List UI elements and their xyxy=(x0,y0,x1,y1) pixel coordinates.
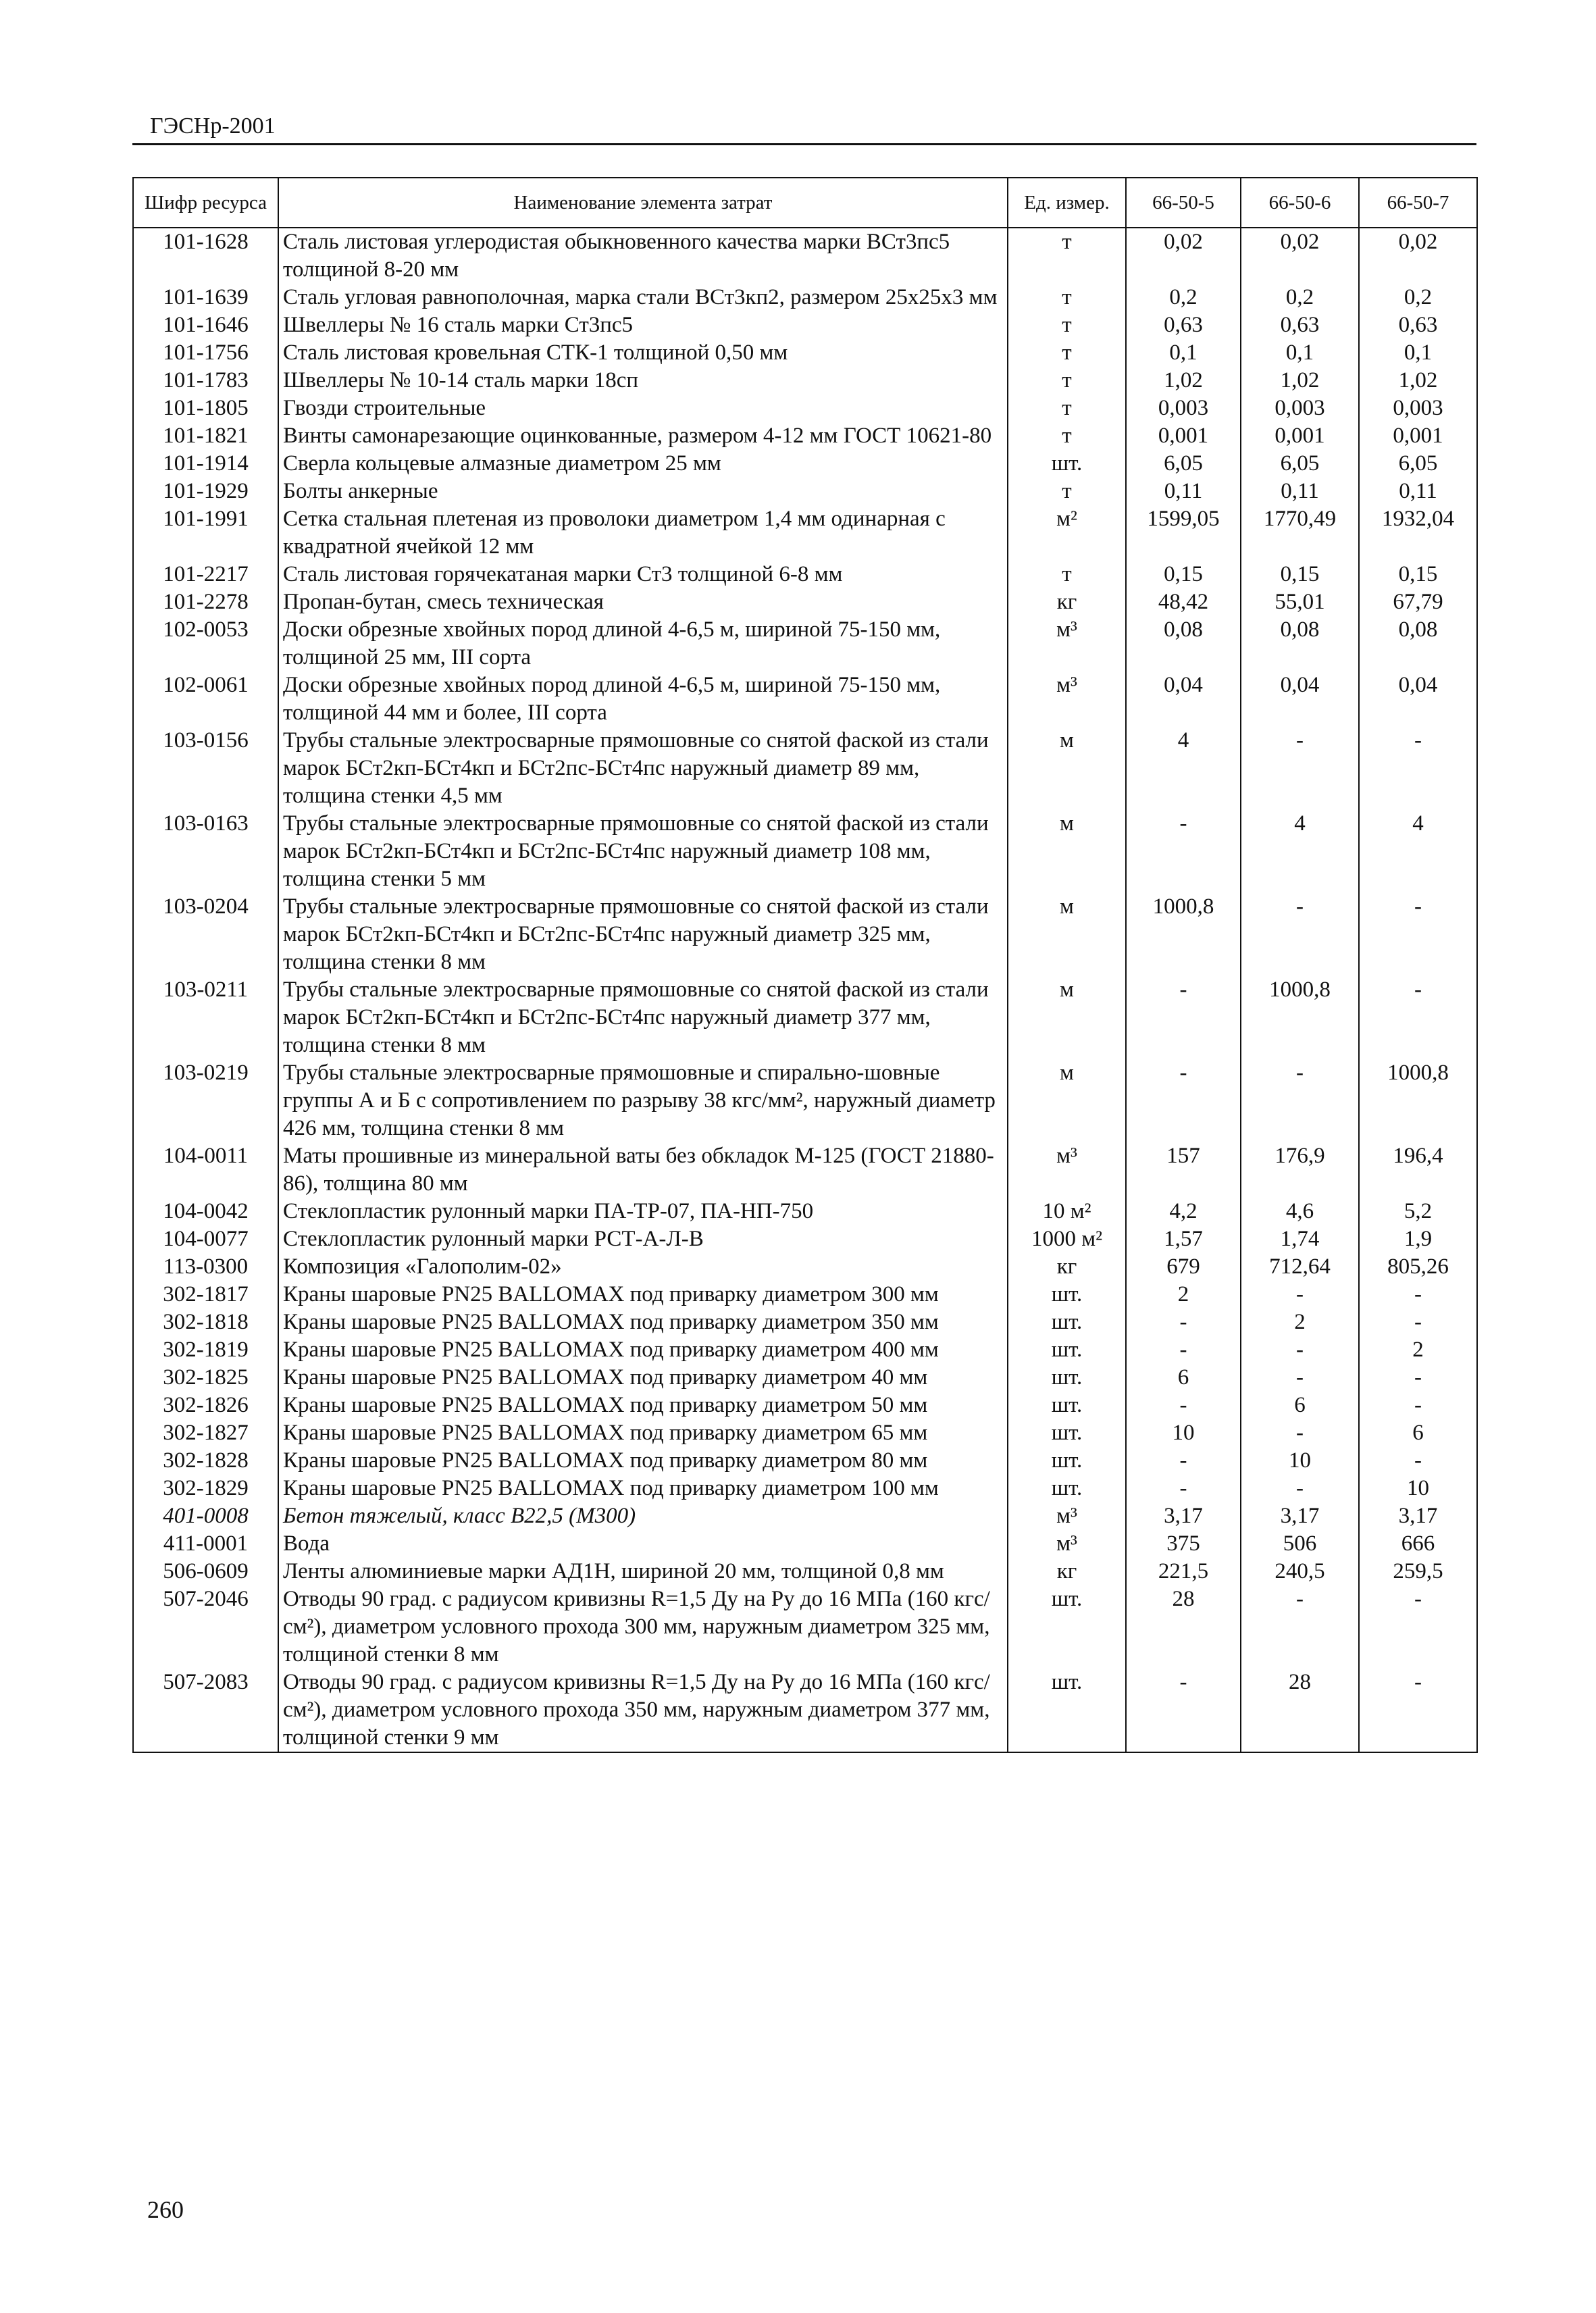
table-row xyxy=(133,1059,1477,1142)
cell-name: Краны шаровые PN25 BALLOMAX под приварку диаметром 350 мм xyxy=(278,1308,1008,1336)
table-row xyxy=(133,588,1477,616)
cell-v3: 3,17 xyxy=(1359,1502,1477,1530)
cell-unit: м xyxy=(1008,727,1126,810)
cell-v1: 2 xyxy=(1126,1281,1241,1308)
cell-unit: т xyxy=(1008,284,1126,311)
cell-unit: м xyxy=(1008,1059,1126,1142)
table-row xyxy=(133,1447,1477,1475)
cell-code: 302-1829 xyxy=(133,1475,278,1502)
cell-name: Маты прошивные из минеральной ваты без обкладок М-125 (ГОСТ 21880-86), толщина 80 мм xyxy=(278,1142,1008,1198)
cell-v2: - xyxy=(1241,1364,1359,1392)
cell-v2: 0,04 xyxy=(1241,671,1359,727)
table-row xyxy=(133,284,1477,311)
table-row xyxy=(133,616,1477,671)
table-row xyxy=(133,1308,1477,1336)
table-row xyxy=(133,367,1477,395)
cell-v1: 1,57 xyxy=(1126,1225,1241,1253)
cell-v3: 259,5 xyxy=(1359,1558,1477,1585)
column-header-v2: 66-50-6 xyxy=(1241,178,1359,228)
resource-table xyxy=(132,177,1478,1753)
cell-unit: м xyxy=(1008,810,1126,893)
cell-name: Трубы стальные электросварные прямошовные со снятой фаской из стали марок БСт2кп-БСт4кп и БСт2пс-БСт4пс наружный диаметр 377 мм, толщина стенки 8 мм xyxy=(278,976,1008,1059)
cell-unit: т xyxy=(1008,367,1126,395)
cell-name: Бетон тяжелый, класс В22,5 (М300) xyxy=(278,1502,1008,1530)
cell-v1: 679 xyxy=(1126,1253,1241,1281)
cell-name: Сетка стальная плетеная из проволоки диаметром 1,4 мм одинарная с квадратной ячейкой 12 мм xyxy=(278,505,1008,561)
cell-name: Вода xyxy=(278,1530,1008,1558)
cell-unit: т xyxy=(1008,339,1126,367)
cell-v2: 0,001 xyxy=(1241,422,1359,450)
table-row xyxy=(133,1392,1477,1419)
cell-name: Краны шаровые PN25 BALLOMAX под приварку диаметром 400 мм xyxy=(278,1336,1008,1364)
cell-v1: 221,5 xyxy=(1126,1558,1241,1585)
cell-v2: - xyxy=(1241,1281,1359,1308)
cell-code: 101-1805 xyxy=(133,395,278,422)
table-row xyxy=(133,1336,1477,1364)
cell-name: Отводы 90 град. с радиусом кривизны R=1,5 Ду на Ру до 16 МПа (160 кгс/см²), диаметром условного прохода 350 мм, наружным диаметром 377 мм, толщиной стенки 9 мм xyxy=(278,1669,1008,1752)
cell-v3: 666 xyxy=(1359,1530,1477,1558)
cell-code: 506-0609 xyxy=(133,1558,278,1585)
cell-v1: 0,02 xyxy=(1126,228,1241,284)
cell-code: 302-1825 xyxy=(133,1364,278,1392)
cell-unit: шт. xyxy=(1008,1447,1126,1475)
cell-code: 101-1991 xyxy=(133,505,278,561)
cell-name: Болты анкерные xyxy=(278,478,1008,505)
cell-v1: 0,1 xyxy=(1126,339,1241,367)
table-row xyxy=(133,311,1477,339)
cell-v3: 0,08 xyxy=(1359,616,1477,671)
cell-v2: 10 xyxy=(1241,1447,1359,1475)
cell-code: 411-0001 xyxy=(133,1530,278,1558)
cell-v3: 0,003 xyxy=(1359,395,1477,422)
cell-v3: 67,79 xyxy=(1359,588,1477,616)
cell-v1: 0,04 xyxy=(1126,671,1241,727)
cell-name: Доски обрезные хвойных пород длиной 4-6,5 м, шириной 75-150 мм, толщиной 44 мм и более, III сорта xyxy=(278,671,1008,727)
cell-name: Сталь листовая кровельная СТК-1 толщиной 0,50 мм xyxy=(278,339,1008,367)
cell-name: Сталь угловая равнополочная, марка стали ВСт3кп2, размером 25x25x3 мм xyxy=(278,284,1008,311)
cell-code: 302-1826 xyxy=(133,1392,278,1419)
cell-v3: 1932,04 xyxy=(1359,505,1477,561)
cell-v2: - xyxy=(1241,1585,1359,1669)
cell-name: Краны шаровые PN25 BALLOMAX под приварку диаметром 300 мм xyxy=(278,1281,1008,1308)
cell-code: 102-0053 xyxy=(133,616,278,671)
cell-v3: - xyxy=(1359,1308,1477,1336)
table-row xyxy=(133,1558,1477,1585)
cell-name: Отводы 90 град. с радиусом кривизны R=1,5 Ду на Ру до 16 МПа (160 кгс/см²), диаметром условного прохода 300 мм, наружным диаметром 325 мм, толщиной стенки 8 мм xyxy=(278,1585,1008,1669)
table-row xyxy=(133,505,1477,561)
table-row xyxy=(133,1142,1477,1198)
cell-unit: т xyxy=(1008,561,1126,588)
table-row xyxy=(133,976,1477,1059)
cell-v3: 0,15 xyxy=(1359,561,1477,588)
cell-v2: 1,02 xyxy=(1241,367,1359,395)
document-header: ГЭСНр-2001 xyxy=(150,113,276,138)
cell-v2: 0,11 xyxy=(1241,478,1359,505)
cell-name: Краны шаровые PN25 BALLOMAX под приварку диаметром 65 мм xyxy=(278,1419,1008,1447)
cell-v2: - xyxy=(1241,1419,1359,1447)
cell-unit: шт. xyxy=(1008,1281,1126,1308)
cell-v3: 805,26 xyxy=(1359,1253,1477,1281)
cell-v2: 28 xyxy=(1241,1669,1359,1752)
cell-code: 101-2278 xyxy=(133,588,278,616)
table-row xyxy=(133,1281,1477,1308)
table-row xyxy=(133,561,1477,588)
cell-unit: 1000 м² xyxy=(1008,1225,1126,1253)
cell-v1: 10 xyxy=(1126,1419,1241,1447)
table-row xyxy=(133,1502,1477,1530)
cell-unit: шт. xyxy=(1008,450,1126,478)
cell-code: 302-1827 xyxy=(133,1419,278,1447)
cell-name: Трубы стальные электросварные прямошовные со снятой фаской из стали марок БСт2кп-БСт4кп и БСт2пс-БСт4пс наружный диаметр 108 мм, толщина стенки 5 мм xyxy=(278,810,1008,893)
table-row xyxy=(133,1669,1477,1752)
column-header-v3: 66-50-7 xyxy=(1359,178,1477,228)
cell-v1: - xyxy=(1126,1392,1241,1419)
cell-v3: 0,1 xyxy=(1359,339,1477,367)
cell-v2: 176,9 xyxy=(1241,1142,1359,1198)
cell-v2: 4 xyxy=(1241,810,1359,893)
cell-v3: 1,02 xyxy=(1359,367,1477,395)
table-row xyxy=(133,478,1477,505)
cell-code: 302-1819 xyxy=(133,1336,278,1364)
cell-v2: 0,63 xyxy=(1241,311,1359,339)
cell-unit: шт. xyxy=(1008,1392,1126,1419)
cell-v2: - xyxy=(1241,1475,1359,1502)
cell-v2: 1000,8 xyxy=(1241,976,1359,1059)
cell-v2: 712,64 xyxy=(1241,1253,1359,1281)
cell-v3: 10 xyxy=(1359,1475,1477,1502)
cell-name: Краны шаровые PN25 BALLOMAX под приварку диаметром 100 мм xyxy=(278,1475,1008,1502)
cell-unit: т xyxy=(1008,478,1126,505)
cell-v3: 5,2 xyxy=(1359,1198,1477,1225)
cell-code: 401-0008 xyxy=(133,1502,278,1530)
table-row xyxy=(133,671,1477,727)
cell-v2: 55,01 xyxy=(1241,588,1359,616)
cell-v1: - xyxy=(1126,976,1241,1059)
column-header-code: Шифр ресурса xyxy=(133,178,278,228)
cell-code: 101-1646 xyxy=(133,311,278,339)
cell-v2: 1770,49 xyxy=(1241,505,1359,561)
cell-unit: шт. xyxy=(1008,1308,1126,1336)
table-row xyxy=(133,1253,1477,1281)
cell-unit: м³ xyxy=(1008,1530,1126,1558)
cell-v2: 6 xyxy=(1241,1392,1359,1419)
cell-v2: 506 xyxy=(1241,1530,1359,1558)
cell-code: 302-1828 xyxy=(133,1447,278,1475)
cell-v3: - xyxy=(1359,1364,1477,1392)
cell-v2: - xyxy=(1241,1336,1359,1364)
cell-v3: 0,02 xyxy=(1359,228,1477,284)
cell-v2: 2 xyxy=(1241,1308,1359,1336)
cell-v1: - xyxy=(1126,1669,1241,1752)
cell-unit: кг xyxy=(1008,1253,1126,1281)
cell-v1: - xyxy=(1126,1308,1241,1336)
table-row xyxy=(133,1475,1477,1502)
cell-v2: 0,003 xyxy=(1241,395,1359,422)
page-number: 260 xyxy=(147,2196,184,2223)
cell-v1: 0,2 xyxy=(1126,284,1241,311)
cell-name: Доски обрезные хвойных пород длиной 4-6,5 м, шириной 75-150 мм, толщиной 25 мм, III сорта xyxy=(278,616,1008,671)
cell-unit: м³ xyxy=(1008,1142,1126,1198)
cell-v1: 0,63 xyxy=(1126,311,1241,339)
cell-unit: кг xyxy=(1008,1558,1126,1585)
cell-v2: 3,17 xyxy=(1241,1502,1359,1530)
cell-code: 103-0204 xyxy=(133,893,278,976)
cell-v2: 0,2 xyxy=(1241,284,1359,311)
cell-unit: кг xyxy=(1008,588,1126,616)
cell-name: Гвозди строительные xyxy=(278,395,1008,422)
cell-v1: - xyxy=(1126,1447,1241,1475)
cell-v2: 0,15 xyxy=(1241,561,1359,588)
cell-v1: 48,42 xyxy=(1126,588,1241,616)
cell-v1: 1,02 xyxy=(1126,367,1241,395)
table-row xyxy=(133,228,1477,284)
cell-v3: - xyxy=(1359,1669,1477,1752)
cell-v1: 375 xyxy=(1126,1530,1241,1558)
cell-code: 101-1756 xyxy=(133,339,278,367)
cell-v3: 2 xyxy=(1359,1336,1477,1364)
cell-v1: 3,17 xyxy=(1126,1502,1241,1530)
table-row xyxy=(133,395,1477,422)
cell-unit: т xyxy=(1008,395,1126,422)
cell-code: 302-1818 xyxy=(133,1308,278,1336)
cell-code: 101-1914 xyxy=(133,450,278,478)
table-row xyxy=(133,450,1477,478)
cell-v3: 0,2 xyxy=(1359,284,1477,311)
cell-v1: 0,08 xyxy=(1126,616,1241,671)
cell-unit: шт. xyxy=(1008,1419,1126,1447)
cell-v1: - xyxy=(1126,1059,1241,1142)
cell-name: Стеклопластик рулонный марки РСТ-А-Л-В xyxy=(278,1225,1008,1253)
cell-v2: 0,1 xyxy=(1241,339,1359,367)
cell-unit: шт. xyxy=(1008,1669,1126,1752)
cell-unit: т xyxy=(1008,422,1126,450)
cell-v1: - xyxy=(1126,1336,1241,1364)
cell-v3: 6 xyxy=(1359,1419,1477,1447)
cell-v2: 0,02 xyxy=(1241,228,1359,284)
cell-v1: 157 xyxy=(1126,1142,1241,1198)
table-row xyxy=(133,422,1477,450)
cell-v2: - xyxy=(1241,893,1359,976)
cell-v3: - xyxy=(1359,1281,1477,1308)
cell-v2: - xyxy=(1241,1059,1359,1142)
cell-code: 103-0211 xyxy=(133,976,278,1059)
cell-unit: т xyxy=(1008,228,1126,284)
cell-v1: 6 xyxy=(1126,1364,1241,1392)
cell-code: 113-0300 xyxy=(133,1253,278,1281)
cell-code: 104-0011 xyxy=(133,1142,278,1198)
cell-v3: - xyxy=(1359,727,1477,810)
cell-v1: 28 xyxy=(1126,1585,1241,1669)
cell-v2: - xyxy=(1241,727,1359,810)
cell-unit: шт. xyxy=(1008,1475,1126,1502)
cell-v1: 4 xyxy=(1126,727,1241,810)
cell-v2: 240,5 xyxy=(1241,1558,1359,1585)
cell-name: Сталь листовая горячекатаная марки Ст3 толщиной 6-8 мм xyxy=(278,561,1008,588)
cell-unit: м xyxy=(1008,893,1126,976)
cell-unit: м xyxy=(1008,976,1126,1059)
table-row xyxy=(133,727,1477,810)
cell-unit: м² xyxy=(1008,505,1126,561)
cell-unit: 10 м² xyxy=(1008,1198,1126,1225)
table-body xyxy=(133,228,1477,1752)
column-header-name: Наименование элемента затрат xyxy=(278,178,1008,228)
table-row xyxy=(133,1364,1477,1392)
cell-v1: 1599,05 xyxy=(1126,505,1241,561)
cell-v3: 0,63 xyxy=(1359,311,1477,339)
cell-code: 302-1817 xyxy=(133,1281,278,1308)
cell-code: 101-1783 xyxy=(133,367,278,395)
cell-name: Трубы стальные электросварные прямошовные и спирально-шовные группы А и Б с сопротивлением по разрыву 38 кгс/мм², наружный диаметр 426 мм, толщина стенки 8 мм xyxy=(278,1059,1008,1142)
cell-code: 101-1821 xyxy=(133,422,278,450)
cell-v3: 4 xyxy=(1359,810,1477,893)
cell-v2: 4,6 xyxy=(1241,1198,1359,1225)
cell-v3: - xyxy=(1359,1447,1477,1475)
cell-v1: 0,003 xyxy=(1126,395,1241,422)
cell-v1: - xyxy=(1126,1475,1241,1502)
cell-v3: 1,9 xyxy=(1359,1225,1477,1253)
cell-v3: - xyxy=(1359,1392,1477,1419)
cell-name: Стеклопластик рулонный марки ПА-ТР-07, ПА-НП-750 xyxy=(278,1198,1008,1225)
cell-code: 103-0163 xyxy=(133,810,278,893)
header-rule xyxy=(132,143,1476,145)
cell-name: Композиция «Галополим-02» xyxy=(278,1253,1008,1281)
cell-v3: 0,11 xyxy=(1359,478,1477,505)
cell-unit: шт. xyxy=(1008,1585,1126,1669)
cell-name: Ленты алюминиевые марки АД1Н, шириной 20 мм, толщиной 0,8 мм xyxy=(278,1558,1008,1585)
table-row xyxy=(133,1530,1477,1558)
cell-name: Сталь листовая углеродистая обыкновенного качества марки ВСт3пс5 толщиной 8-20 мм xyxy=(278,228,1008,284)
cell-code: 104-0042 xyxy=(133,1198,278,1225)
column-header-unit: Ед. измер. xyxy=(1008,178,1126,228)
cell-unit: м³ xyxy=(1008,671,1126,727)
cell-name: Краны шаровые PN25 BALLOMAX под приварку диаметром 50 мм xyxy=(278,1392,1008,1419)
table-row xyxy=(133,1225,1477,1253)
cell-name: Трубы стальные электросварные прямошовные со снятой фаской из стали марок БСт2кп-БСт4кп и БСт2пс-БСт4пс наружный диаметр 89 мм, толщина стенки 4,5 мм xyxy=(278,727,1008,810)
cell-unit: шт. xyxy=(1008,1336,1126,1364)
cell-name: Швеллеры № 16 сталь марки Ст3пс5 xyxy=(278,311,1008,339)
cell-v3: - xyxy=(1359,976,1477,1059)
cell-v2: 1,74 xyxy=(1241,1225,1359,1253)
cell-code: 101-1628 xyxy=(133,228,278,284)
cell-v1: 6,05 xyxy=(1126,450,1241,478)
cell-code: 101-2217 xyxy=(133,561,278,588)
cell-name: Швеллеры № 10-14 сталь марки 18сп xyxy=(278,367,1008,395)
cell-code: 103-0156 xyxy=(133,727,278,810)
cell-v2: 6,05 xyxy=(1241,450,1359,478)
cell-v1: 0,15 xyxy=(1126,561,1241,588)
cell-code: 507-2083 xyxy=(133,1669,278,1752)
cell-v1: 4,2 xyxy=(1126,1198,1241,1225)
table-row xyxy=(133,810,1477,893)
cell-v3: 1000,8 xyxy=(1359,1059,1477,1142)
cell-v1: 0,11 xyxy=(1126,478,1241,505)
cell-code: 104-0077 xyxy=(133,1225,278,1253)
cell-v3: 0,001 xyxy=(1359,422,1477,450)
cell-unit: м³ xyxy=(1008,616,1126,671)
cell-name: Винты самонарезающие оцинкованные, размером 4-12 мм ГОСТ 10621-80 xyxy=(278,422,1008,450)
cell-unit: шт. xyxy=(1008,1364,1126,1392)
cell-code: 101-1639 xyxy=(133,284,278,311)
table-row xyxy=(133,339,1477,367)
cell-v3: - xyxy=(1359,1585,1477,1669)
cell-v2: 0,08 xyxy=(1241,616,1359,671)
cell-name: Краны шаровые PN25 BALLOMAX под приварку диаметром 40 мм xyxy=(278,1364,1008,1392)
cell-v1: 1000,8 xyxy=(1126,893,1241,976)
table-row xyxy=(133,1198,1477,1225)
cell-code: 102-0061 xyxy=(133,671,278,727)
cell-v3: 0,04 xyxy=(1359,671,1477,727)
table-header-row xyxy=(133,178,1477,228)
column-header-v1: 66-50-5 xyxy=(1126,178,1241,228)
cell-code: 103-0219 xyxy=(133,1059,278,1142)
cell-v1: - xyxy=(1126,810,1241,893)
cell-name: Краны шаровые PN25 BALLOMAX под приварку диаметром 80 мм xyxy=(278,1447,1008,1475)
table-row xyxy=(133,1419,1477,1447)
cell-code: 101-1929 xyxy=(133,478,278,505)
table-row xyxy=(133,893,1477,976)
cell-code: 507-2046 xyxy=(133,1585,278,1669)
cell-name: Сверла кольцевые алмазные диаметром 25 мм xyxy=(278,450,1008,478)
cell-v3: 196,4 xyxy=(1359,1142,1477,1198)
cell-unit: м³ xyxy=(1008,1502,1126,1530)
cell-v3: - xyxy=(1359,893,1477,976)
cell-name: Трубы стальные электросварные прямошовные со снятой фаской из стали марок БСт2кп-БСт4кп и БСт2пс-БСт4пс наружный диаметр 325 мм, толщина стенки 8 мм xyxy=(278,893,1008,976)
cell-v3: 6,05 xyxy=(1359,450,1477,478)
table-row xyxy=(133,1585,1477,1669)
cell-name: Пропан-бутан, смесь техническая xyxy=(278,588,1008,616)
cell-v1: 0,001 xyxy=(1126,422,1241,450)
cell-unit: т xyxy=(1008,311,1126,339)
